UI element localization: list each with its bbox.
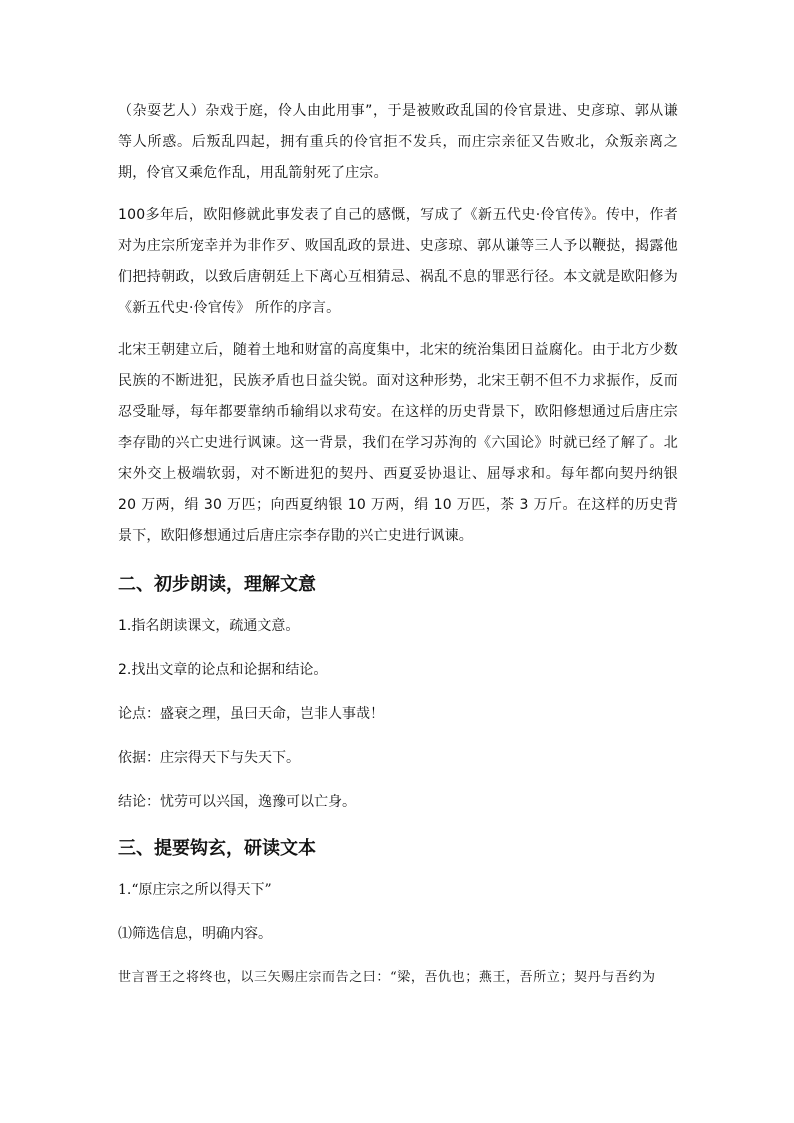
section-heading-reading: 二、初步朗读，理解文意 <box>118 574 316 595</box>
section-heading-analysis: 三、提要钩玄，研读文本 <box>118 838 316 859</box>
document-page <box>118 96 678 990</box>
list-item: 2.找出文章的论点和论据和结论。 <box>118 662 328 678</box>
subsection-title: 1.“原庄宗之所以得天下” <box>118 882 272 898</box>
paragraph-background-story: （杂耍艺人）杂戏于庭，伶人由此用事”，于是被败政乱国的伶官景进、史彦琼、郭从谦等人所惑。后叛乱四起，拥有重兵的伶官拒不发兵，而庄宗亲征又告败北，众叛亲离之期，伶官又乘危作乱，用乱箭射死了庄宗。 <box>118 103 678 181</box>
list-item: 1.指名朗读课文，疏通文意。 <box>118 618 300 634</box>
paragraph-ouyang-xiu: 100多年后，欧阳修就此事发表了自己的感慨，写成了《新五代史·伶官传》。传中，作者对为庄宗所宠幸并为非作歹、败国乱政的景进、史彦琼、郭从谦等三人予以鞭挞，揭露他们把持朝政，以致后唐朝廷上下离心互相猜忌、祸乱不息的罪恶行径。本文就是欧阳修为《新五代史·伶官传》 所作的序言。 <box>118 207 678 316</box>
conclusion-line: 结论：忧劳可以兴国，逸豫可以亡身。 <box>118 794 356 810</box>
evidence-line: 依据：庄宗得天下与失天下。 <box>118 750 300 766</box>
classical-quote: 世言晋王之将终也，以三矢赐庄宗而告之曰：“梁，吾仇也；燕王，吾所立；契丹与吾约为 <box>118 970 656 985</box>
thesis-line: 论点：盛衰之理，虽曰天命，岂非人事哉！ <box>118 706 384 722</box>
subsection-step: ⑴筛选信息，明确内容。 <box>118 926 272 942</box>
paragraph-northern-song: 北宋王朝建立后，随着土地和财富的高度集中，北宋的统治集团日益腐化。由于北方少数民族的不断进犯，民族矛盾也日益尖锐。面对这种形势，北宋王朝不但不力求振作，反而忍受耻辱，每年都要靠纳币输绢以求苟安。在这样的历史背景下，欧阳修想通过后唐庄宗李存勖的兴亡史进行讽谏。这一背景，我们在学习苏洵的《六国论》时就已经了解了。北宋外交上极端软弱，对不断进犯的契丹、西夏妥协退让、屈辱求和。每年都向契丹纳银 20 万两，绢 30 万匹；向西夏纳银 10 万两，绢 10 万匹，茶 3 万斤。在这样的历史背景下，欧阳修想通过后唐庄宗李存勖的兴亡史进行讽谏。 <box>118 342 678 544</box>
